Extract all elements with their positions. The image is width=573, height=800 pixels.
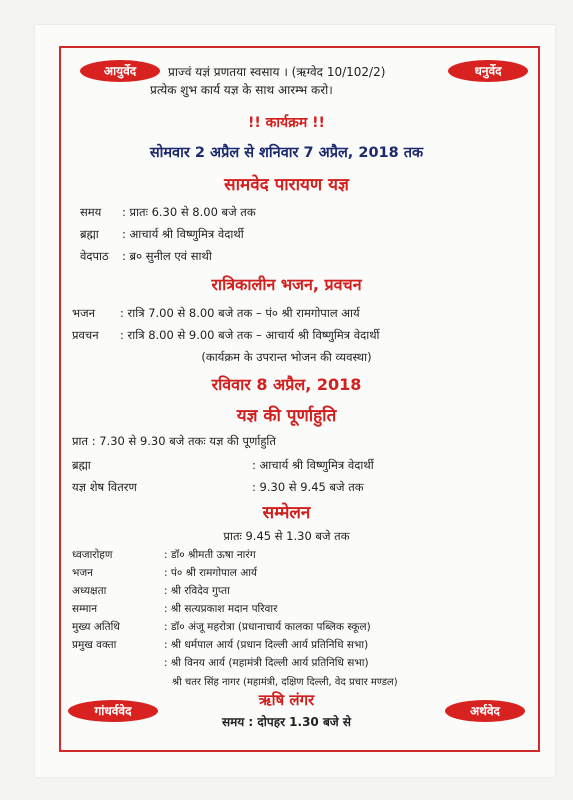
- row-label: भजन: [72, 567, 93, 579]
- speaker-extra: श्री चतर सिंह नागर (महामंत्री, दक्षिण दिल्ली, वेद प्रचार मण्डल): [172, 677, 398, 688]
- row-value: : डॉ० अंजू महरोत्रा (प्रधानाचार्य कालका पब्लिक स्कूल): [164, 621, 371, 633]
- badge-gandharvaveda: गांधर्ववेद: [68, 700, 158, 722]
- badge-ayurveda: आयुर्वेद: [80, 60, 160, 82]
- row-value: : रात्रि 7.00 से 8.00 बजे तक – पं० श्री रामगोपाल आर्य: [120, 306, 360, 320]
- vedic-quote: प्राज्वं यज्ञं प्रणतया स्वसाय । (ऋग्वेद 10/102/2): [168, 65, 386, 79]
- row-value: : श्री धर्मपाल आर्य (प्रधान दिल्ली आर्य प्रतिनिधि सभा): [164, 639, 369, 651]
- row-value: : रात्रि 8.00 से 9.00 बजे तक – आचार्य श्री विष्णुमित्र वेदार्थी: [120, 328, 380, 342]
- langar-title: ऋषि लंगर: [258, 691, 315, 709]
- row-label: भजन: [72, 306, 95, 320]
- night-title: रात्रिकालीन भजन, प्रवचन: [211, 275, 362, 294]
- week-dates: सोमवार 2 अप्रैल से शनिवार 7 अप्रैल, 2018 तक: [149, 145, 424, 161]
- row-label: प्रवचन: [72, 328, 99, 342]
- row-value: : श्री सत्यप्रकाश मदान परिवार: [164, 603, 278, 615]
- row-label: मुख्य अतिथि: [72, 621, 121, 633]
- purnahuti-time: प्रात : 7.30 से 9.30 बजे तकः यज्ञ की पूर्णाहुति: [72, 434, 276, 448]
- row-value: : 9.30 से 9.45 बजे तक: [252, 480, 364, 494]
- row-label: ध्वजारोहण: [72, 549, 113, 561]
- row-label: सम्मान: [72, 603, 98, 615]
- row-label: समय: [80, 205, 102, 219]
- row-value: : आचार्य श्री विष्णुमित्र वेदार्थी: [252, 458, 374, 472]
- dinner-note: (कार्यक्रम के उपरान्त भोजन की व्यवस्था): [201, 350, 372, 364]
- row-label: ब्रह्मा: [80, 227, 99, 241]
- row-value: : ब्र० सुनील एवं साथी: [122, 249, 212, 263]
- sammelan-title: सम्मेलन: [262, 503, 311, 523]
- speaker-extra: : श्री विनय आर्य (महामंत्री दिल्ली आर्य प्रतिनिधि सभा): [164, 657, 369, 669]
- row-value: : श्री रविदेव गुप्ता: [164, 585, 230, 597]
- row-value: : आचार्य श्री विष्णुमित्र वेदार्थी: [122, 227, 244, 241]
- badge-arthaveda: अर्थवेद: [445, 700, 525, 722]
- motto-line: प्रत्येक शुभ कार्य यज्ञ के साथ आरम्भ करो।: [150, 83, 333, 97]
- row-value: : पं० श्री रामगोपाल आर्य: [164, 567, 258, 579]
- badge-dhanurveda: धनुर्वेद: [448, 60, 528, 82]
- samaveda-title: सामवेद पारायण यज्ञ: [224, 175, 349, 195]
- sammelan-time: प्रातः 9.45 से 1.30 बजे तक: [223, 529, 350, 543]
- row-label: अध्यक्षता: [72, 585, 107, 597]
- row-label: वेदपाठ: [80, 249, 109, 263]
- row-value: : डॉ० श्रीमती ऊषा नारंग: [164, 549, 256, 561]
- row-value: : प्रातः 6.30 से 8.00 बजे तक: [122, 205, 256, 219]
- row-label: प्रमुख वक्ता: [72, 639, 117, 651]
- row-label: यज्ञ शेष वितरण: [72, 480, 137, 494]
- sunday-date: रविवार 8 अप्रैल, 2018: [211, 375, 362, 394]
- langar-time: समय : दोपहर 1.30 बजे से: [222, 715, 351, 729]
- program-heading: !! कार्यक्रम !!: [248, 115, 325, 131]
- row-label: ब्रह्मा: [72, 458, 91, 472]
- purnahuti-title: यज्ञ की पूर्णाहुति: [236, 406, 337, 426]
